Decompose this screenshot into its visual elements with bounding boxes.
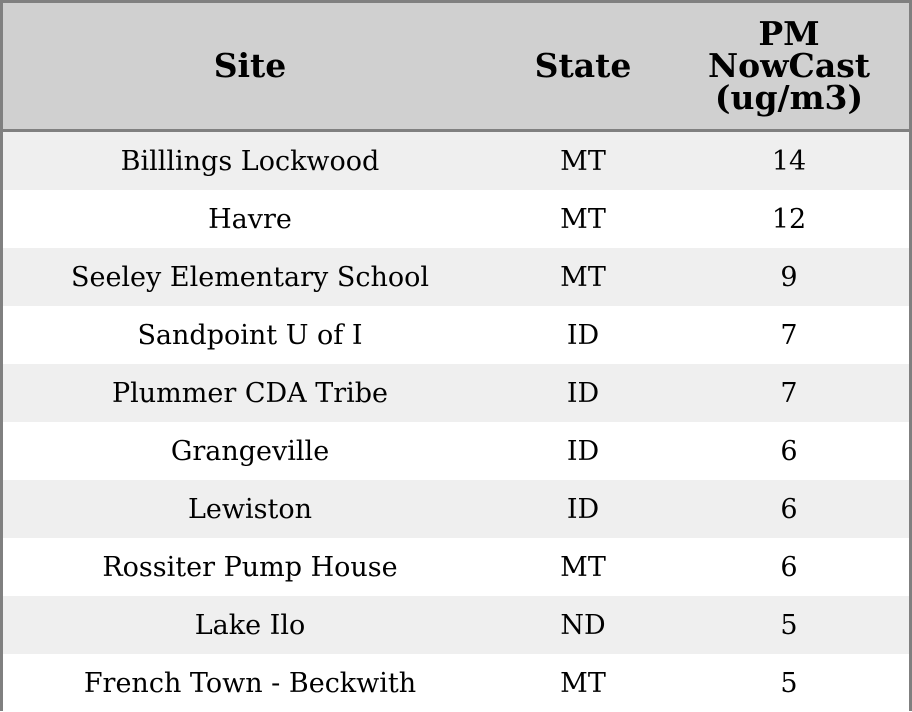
cell-site: Rossiter Pump House — [102, 551, 398, 583]
table-row — [3, 190, 909, 248]
header-site: Site — [213, 46, 287, 85]
header-pm-nowcast — [669, 3, 909, 129]
cell-pm-nowcast: 7 — [780, 377, 798, 409]
header-pm-nowcast-label: PM NowCast (ug/m3) — [707, 14, 871, 117]
cell-site: Lewiston — [187, 493, 312, 525]
cell-pm-nowcast: 6 — [780, 493, 798, 525]
cell-site: Lake Ilo — [194, 609, 306, 641]
cell-state: MT — [560, 551, 606, 583]
header-state: State — [534, 46, 632, 85]
cell-pm-nowcast: 9 — [780, 261, 798, 293]
cell-pm-nowcast: 6 — [780, 435, 798, 467]
cell-pm-nowcast: 12 — [771, 203, 807, 235]
cell-site: Grangeville — [170, 435, 330, 467]
cell-state: MT — [560, 667, 606, 699]
cell-state: ID — [566, 377, 600, 409]
table-row — [3, 596, 909, 654]
cell-state: ND — [560, 609, 606, 641]
cell-site: Seeley Elementary School — [70, 261, 430, 293]
cell-state: MT — [560, 145, 606, 177]
table-row — [3, 132, 909, 190]
cell-site: Billlings Lockwood — [120, 145, 380, 177]
cell-state: MT — [560, 203, 606, 235]
cell-site: French Town - Beckwith — [83, 667, 417, 699]
cell-state: ID — [566, 319, 600, 351]
cell-site: Plummer CDA Tribe — [111, 377, 389, 409]
cell-site: Sandpoint U of I — [137, 319, 363, 351]
cell-state: MT — [560, 261, 606, 293]
cell-site: Havre — [208, 203, 292, 235]
table-header — [3, 3, 909, 132]
table-row — [3, 480, 909, 538]
table-row — [3, 248, 909, 306]
cell-pm-nowcast: 14 — [771, 145, 807, 177]
cell-pm-nowcast: 5 — [780, 667, 798, 699]
cell-pm-nowcast: 7 — [780, 319, 798, 351]
table-row — [3, 538, 909, 596]
cell-pm-nowcast: 6 — [780, 551, 798, 583]
table-body — [3, 132, 909, 712]
table-row — [3, 364, 909, 422]
table-row — [3, 654, 909, 712]
cell-pm-nowcast: 5 — [780, 609, 798, 641]
cell-state: ID — [566, 493, 600, 525]
cell-state: ID — [566, 435, 600, 467]
table-row — [3, 306, 909, 364]
table-row — [3, 422, 909, 480]
